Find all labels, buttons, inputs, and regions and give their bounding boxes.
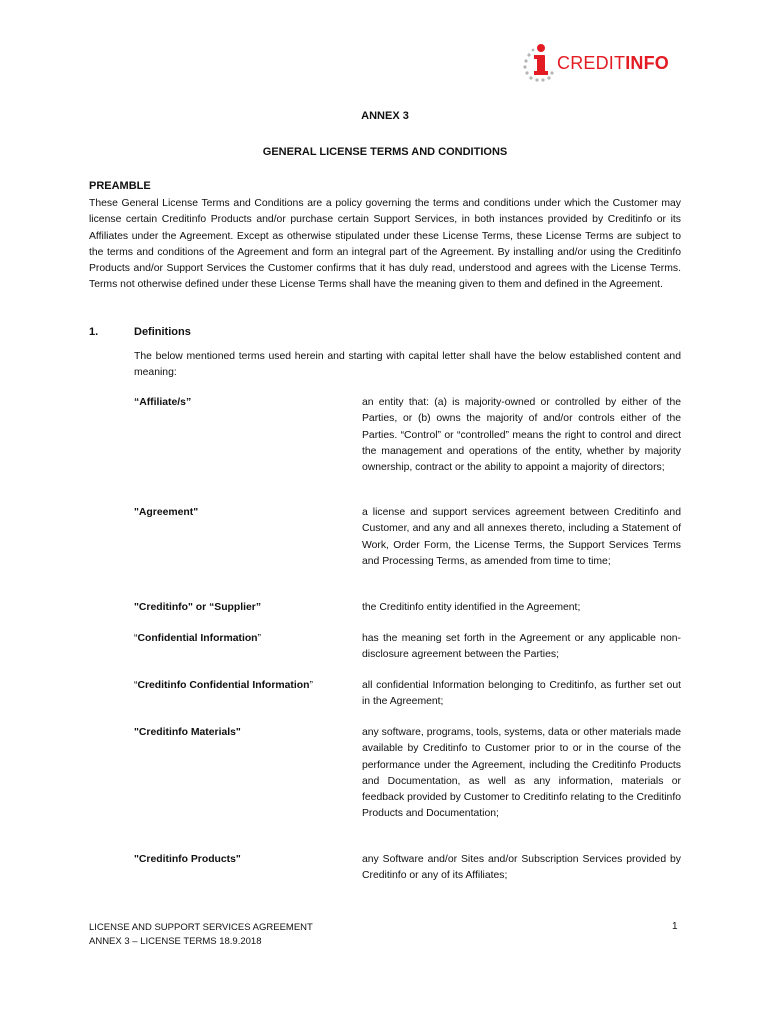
definition-text: the Creditinfo entity identified in the Agreement; bbox=[362, 602, 581, 613]
footer-line-2: ANNEX 3 – LICENSE TERMS 18.9.2018 bbox=[89, 936, 262, 947]
definition-term: "Creditinfo Products" bbox=[134, 854, 241, 865]
definition-term: “Confidential Information” bbox=[134, 633, 261, 644]
definition-text: a license and support services agreement between Creditinfo and Customer, and any and all annexes thereto, including a Statement of Work, Order Form, the License Terms, the Support Services Terms and Processing Terms, as amended from time to time; bbox=[362, 507, 681, 567]
page-number: 1 bbox=[672, 921, 678, 932]
preamble-heading: PREAMBLE bbox=[89, 180, 151, 192]
section-title: Definitions bbox=[134, 326, 191, 338]
footer-line-1: LICENSE AND SUPPORT SERVICES AGREEMENT bbox=[89, 922, 313, 933]
document-title: GENERAL LICENSE TERMS AND CONDITIONS bbox=[262, 146, 508, 158]
creditinfo-logo bbox=[521, 43, 669, 83]
definition-term: "Creditinfo" or “Supplier” bbox=[134, 602, 262, 613]
logo-wordmark: CREDITINFO bbox=[557, 52, 669, 73]
definition-term: “Creditinfo Confidential Information” bbox=[134, 680, 313, 691]
annex-label: ANNEX 3 bbox=[361, 110, 409, 122]
definition-term: "Agreement" bbox=[134, 507, 199, 518]
creditinfo-logo-icon bbox=[521, 43, 555, 83]
definition-text: has the meaning set forth in the Agreement or any applicable non-disclosure agreement between the Parties; bbox=[362, 633, 681, 661]
definition-text: any Software and/or Sites and/or Subscription Services provided by Creditinfo or any of its Affiliates; bbox=[362, 854, 681, 882]
definition-term: “Affiliate/s” bbox=[134, 397, 192, 408]
definition-text: any software, programs, tools, systems, data or other materials made available by Creditinfo to Customer prior to or in the course of the performance under the Agreement, including the Creditinfo Products and Documentation, as well as any information, materials or feedback provided by Customer to Creditinfo relating to the Creditinfo Products and Documentation; bbox=[362, 727, 681, 820]
page-footer bbox=[89, 921, 313, 949]
definition-text: all confidential Information belonging to Creditinfo, as further set out in the Agreement; bbox=[362, 680, 681, 708]
section-intro: The below mentioned terms used herein and starting with capital letter shall have the below established content and meaning: bbox=[134, 351, 681, 379]
definition-text: an entity that: (a) is majority-owned or controlled by either of the Parties, or (b) owns the majority of and/or controls either of the Parties. “Control” or “controlled” means the right to control and direct the management and operations of the entity, whether by majority ownership, contract or the ability to appoint a majority of directors; bbox=[362, 397, 681, 474]
definition-term: "Creditinfo Materials" bbox=[134, 727, 241, 738]
section-number: 1. bbox=[89, 326, 99, 338]
preamble-text: These General License Terms and Conditions are a policy governing the terms and conditions under which the Customer may license certain Creditinfo Products and/or purchase certain Support Services, in both instances provided by Creditinfo or its Affiliates under the Agreement. Except as otherwise stipulated under these License Terms, these License Terms are subject to the terms and conditions of the Agreement and form an integral part of the Agreement. By installing and/or using the Creditinfo Products and/or Support Services the Customer confirms that it has duly read, understood and agrees with the License Terms. Terms not otherwise defined under these License Terms shall have the meaning given to them and defined in the Agreement. bbox=[89, 198, 681, 291]
